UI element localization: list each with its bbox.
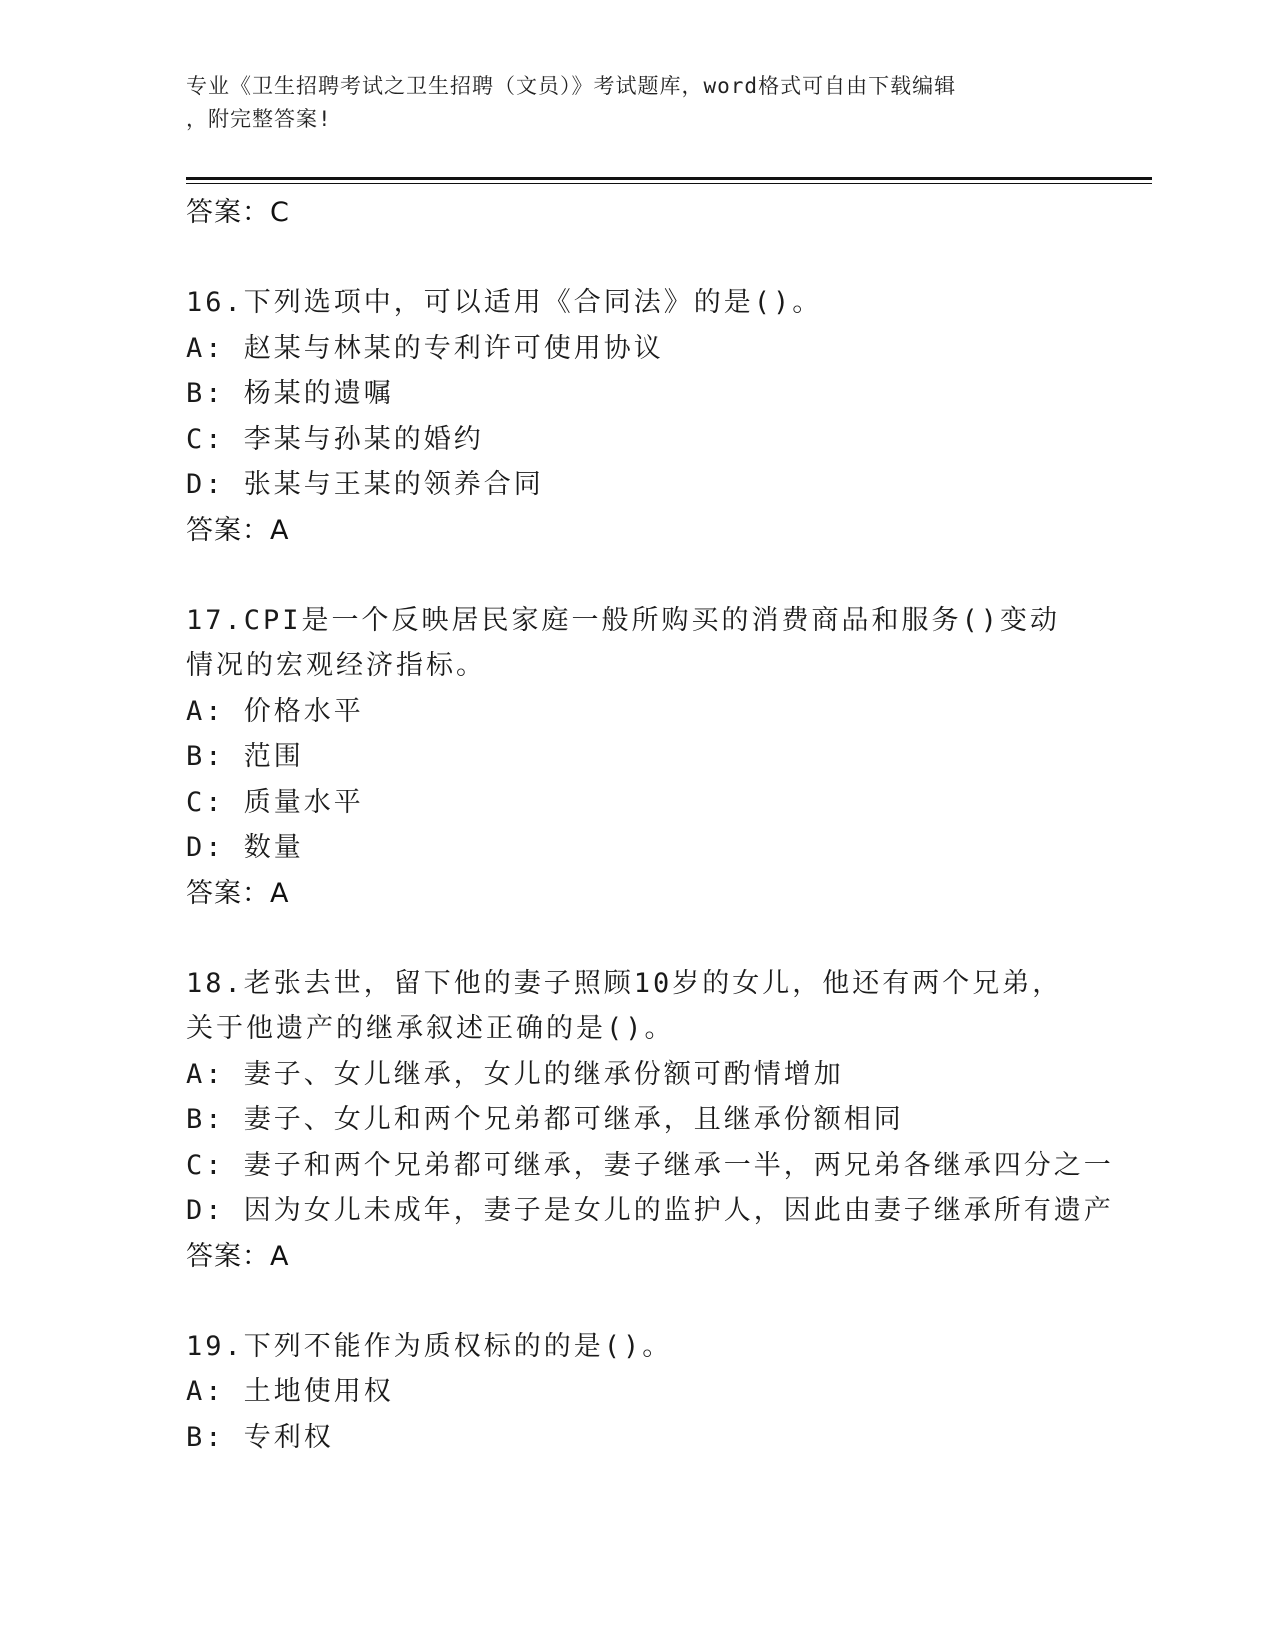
answer: 答案：A (186, 1240, 290, 1272)
header-rule-thin (186, 183, 1152, 184)
question-stem: 17.CPI是一个反映居民家庭一般所购买的消费商品和服务()变动情况的宏观经济指标。 (186, 604, 1061, 681)
option-c: C: 李某与孙某的婚约 (186, 423, 484, 455)
option-d: D: 因为女儿未成年，妻子是女儿的监护人，因此由妻子继承所有遗产 (186, 1195, 1114, 1226)
header-rule-thick (186, 177, 1152, 180)
option-b: B: 专利权 (186, 1421, 334, 1453)
option-a: A: 赵某与林某的专利许可使用协议 (186, 332, 664, 364)
option-b: B: 杨某的遗嘱 (186, 378, 394, 409)
option-d: D: 张某与王某的领养合同 (186, 469, 544, 500)
answer: 答案：A (186, 877, 290, 909)
question-list (186, 190, 1114, 1504)
option-b: B: 妻子、女儿和两个兄弟都可继承，且继承份额相同 (186, 1104, 904, 1135)
header-line-1: 专业《卫生招聘考试之卫生招聘（文员）》考试题库，word格式可自由下载编辑 (186, 74, 957, 98)
option-a: A: 妻子、女儿继承，女儿的继承份额可酌情增加 (186, 1058, 844, 1090)
question-stem: 18.老张去世，留下他的妻子照顾10岁的女儿，他还有两个兄弟，关于他遗产的继承叙述正确的是()。 (186, 967, 1063, 1044)
answer: 答案：A (186, 514, 290, 546)
option-d: D: 数量 (186, 832, 304, 863)
option-a: A: 土地使用权 (186, 1376, 394, 1407)
question-stem: 19.下列不能作为质权标的的是()。 (186, 1330, 673, 1362)
option-c: C: 质量水平 (186, 786, 364, 818)
question-16 (186, 280, 1086, 554)
option-a: A: 价格水平 (186, 695, 364, 727)
header-line-2: ，附完整答案! (186, 107, 332, 131)
question-17 (186, 598, 1086, 917)
question-19 (186, 1324, 1086, 1461)
previous-answer: 答案：C (186, 197, 290, 228)
document-header (186, 70, 1066, 136)
question-stem: 16.下列选项中，可以适用《合同法》的是()。 (186, 287, 823, 318)
option-b: B: 范围 (186, 741, 304, 772)
option-c: C: 妻子和两个兄弟都可继承，妻子继承一半，两兄弟各继承四分之一 (186, 1149, 1114, 1181)
question-18 (186, 961, 1114, 1280)
